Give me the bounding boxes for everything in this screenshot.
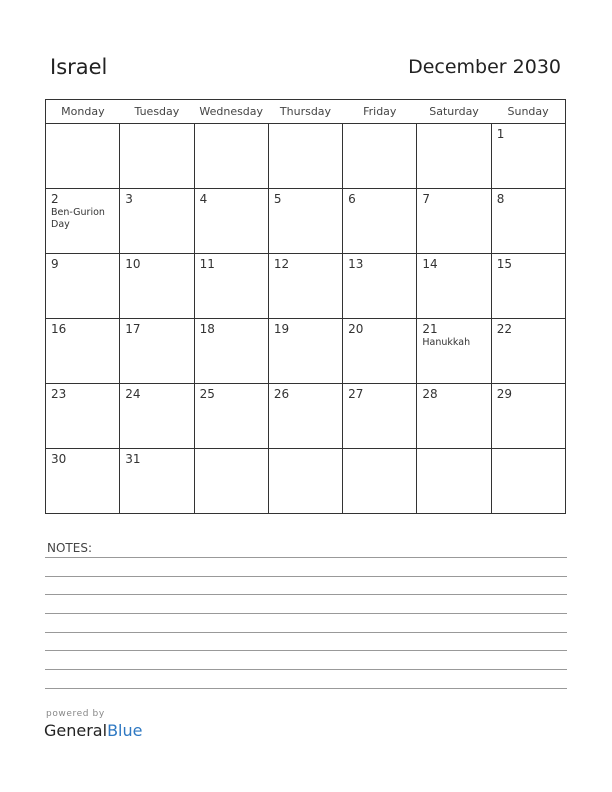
- day-cell: [491, 449, 565, 514]
- day-number: 21: [422, 322, 438, 336]
- day-cell: [120, 319, 194, 384]
- day-cell: [194, 254, 268, 319]
- day-cell: [343, 449, 417, 514]
- month-year-title: December 2030: [408, 56, 561, 78]
- day-cell: [46, 384, 120, 449]
- day-number: 30: [51, 452, 67, 466]
- day-cell: [491, 319, 565, 384]
- day-cell: [491, 384, 565, 449]
- day-cell: [194, 124, 268, 189]
- brand-blue: Blue: [107, 721, 143, 740]
- week-row: [46, 319, 566, 384]
- note-line: [45, 688, 567, 689]
- day-number: 1: [496, 127, 505, 141]
- day-number: 2: [51, 192, 59, 206]
- day-cell: [194, 189, 268, 254]
- day-cell: [120, 189, 194, 254]
- day-number: 23: [51, 387, 67, 401]
- day-number: 12: [273, 257, 290, 271]
- day-number: 27: [348, 387, 364, 401]
- note-line: [45, 669, 567, 670]
- day-cell: [120, 384, 194, 449]
- calendar-grid: [45, 99, 566, 514]
- day-cell: [417, 189, 491, 254]
- day-number: 16: [51, 322, 67, 336]
- day-cell: [343, 384, 417, 449]
- day-cell: [46, 319, 120, 384]
- day-cell: [343, 124, 417, 189]
- weekday-thursday: Thursday: [268, 100, 342, 124]
- day-cell: [46, 254, 120, 319]
- day-number: 28: [422, 387, 438, 401]
- holiday-label: Hanukkah: [422, 337, 471, 348]
- day-number: 25: [199, 387, 215, 401]
- weekday-saturday: Saturday: [417, 100, 491, 124]
- weekday-header-row: [46, 100, 566, 124]
- day-number: 17: [125, 322, 141, 336]
- day-cell: [417, 449, 491, 514]
- day-number: 31: [125, 452, 141, 466]
- weekday-friday: Friday: [343, 100, 417, 124]
- day-number: 5: [273, 192, 282, 206]
- note-line: [45, 594, 567, 595]
- day-cell: [491, 254, 565, 319]
- note-line: [45, 613, 567, 614]
- day-cell: [120, 124, 194, 189]
- day-number: 14: [422, 257, 438, 271]
- day-number: 11: [199, 257, 215, 271]
- day-cell: [46, 124, 120, 189]
- day-number: 19: [273, 322, 290, 336]
- day-cell: [268, 254, 342, 319]
- day-number: 3: [125, 192, 133, 206]
- week-row: [46, 189, 566, 254]
- day-cell: [268, 319, 342, 384]
- note-line: [45, 576, 567, 577]
- day-cell: [417, 124, 491, 189]
- day-cell: [491, 124, 565, 189]
- day-cell: [268, 189, 342, 254]
- day-number: 13: [348, 257, 364, 271]
- weekday-monday: Monday: [46, 100, 120, 124]
- week-row: [46, 124, 566, 189]
- brand-general: General: [44, 721, 108, 740]
- day-cell: [417, 254, 491, 319]
- day-cell: [268, 449, 342, 514]
- day-cell: [194, 384, 268, 449]
- weekday-tuesday: Tuesday: [120, 100, 194, 124]
- calendar-body: [46, 124, 566, 514]
- day-number: 26: [273, 387, 290, 401]
- day-number: 24: [125, 387, 141, 401]
- country-title: Israel: [50, 55, 108, 79]
- note-line: [45, 650, 567, 651]
- week-row: [46, 449, 566, 514]
- week-row: [46, 384, 566, 449]
- day-cell: [194, 319, 268, 384]
- weekday-sunday: Sunday: [491, 100, 565, 124]
- brand-logo: [44, 721, 142, 740]
- day-number: 10: [125, 257, 141, 271]
- day-number: 18: [199, 322, 215, 336]
- day-cell: [194, 449, 268, 514]
- day-cell: [46, 449, 120, 514]
- day-cell: [343, 319, 417, 384]
- holiday-label: Ben-Gurion Day: [51, 207, 105, 230]
- day-cell: [343, 189, 417, 254]
- day-number: 22: [496, 322, 512, 336]
- notes-label: NOTES:: [47, 541, 92, 555]
- day-cell: [120, 449, 194, 514]
- note-line: [45, 632, 567, 633]
- day-number: 6: [348, 192, 356, 206]
- day-number: 15: [496, 257, 512, 271]
- day-number: 7: [422, 192, 431, 206]
- day-number: 9: [51, 257, 59, 271]
- day-cell: [417, 319, 491, 384]
- powered-by-text: powered by: [46, 709, 105, 719]
- day-cell: [417, 384, 491, 449]
- day-number: 20: [348, 322, 364, 336]
- day-cell: [268, 124, 342, 189]
- day-cell: [343, 254, 417, 319]
- day-number: 29: [496, 387, 512, 401]
- day-cell: [268, 384, 342, 449]
- day-cell: [46, 189, 120, 254]
- note-line: [45, 557, 567, 558]
- day-cell: [491, 189, 565, 254]
- day-cell: [120, 254, 194, 319]
- day-number: 4: [199, 192, 208, 206]
- weekday-wednesday: Wednesday: [194, 100, 268, 124]
- day-number: 8: [496, 192, 505, 206]
- week-row: [46, 254, 566, 319]
